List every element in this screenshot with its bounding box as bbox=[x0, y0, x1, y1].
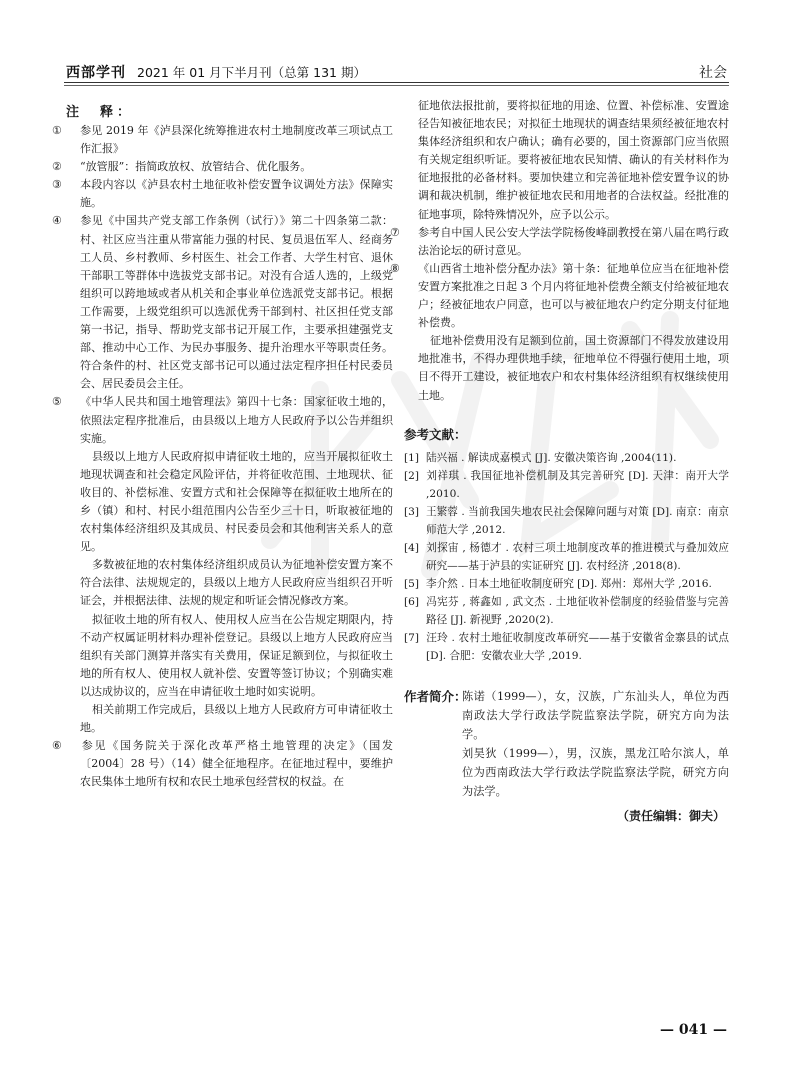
reference-item bbox=[404, 593, 729, 629]
author-1-bio: 陈诺（1999—），女，汉族，广东汕头人，单位为西南政法大学行政法学院监察法学院，研究方向为法学。 bbox=[462, 689, 729, 741]
note-text: 《中华人民共和国土地管理法》第四十七条：国家征收土地的，依照法定程序批准后，由县级以上地方人民政府予以公告并组织实施。 bbox=[80, 395, 393, 445]
reference-number: [3] bbox=[404, 505, 420, 518]
reference-text: 王繁蓉 . 当前我国失地农民社会保障问题与对策 [D]. 南京：南京师范大学 ,2012. bbox=[426, 505, 729, 536]
reference-text: 刘探宙 , 杨德才 . 农村三项土地制度改革的推进模式与叠加效应研究——基于泸县的实证研究 [J]. 农村经济 ,2018(8). bbox=[426, 541, 729, 572]
responsible-editor: （责任编辑：御夫） bbox=[616, 808, 725, 823]
note-1 bbox=[52, 122, 393, 158]
note-2 bbox=[52, 158, 393, 176]
reference-text: 陆兴福 . 解读成嘉模式 [J]. 安徽决策咨询 ,2004(11). bbox=[426, 451, 677, 464]
reference-item bbox=[404, 449, 729, 467]
note-number: ⑤ bbox=[52, 395, 62, 409]
note-number: ③ bbox=[52, 178, 62, 192]
note-text: 参见《中国共产党支部工作条例（试行）》第二十四条第二款：村、社区应当注重从带富能力强的村民、复员退伍军人、经商务工人员、乡村教师、乡村医生、社会工作者、大学生村官、退休干部职工等群体中选拔党支部书记。对没有合适人选的，上级党组织可以跨地域或者从机关和企事业单位选派党支部书记。根据工作需要，上级党组织可以选派优秀干部到村、社区担任党支部第一书记，指导、帮助党支部书记开展工作，主要承担建强党支部、推动中心工作、为民办事服务、提升治理水平等职责任务。符合条件的村、社区党支部书记可以通过法定程序担任村民委员会、居民委员会主任。 bbox=[80, 214, 393, 391]
reference-item bbox=[404, 539, 729, 575]
author-bio-label: 作者简介： bbox=[404, 688, 467, 704]
header-rule-thin bbox=[64, 85, 729, 86]
note-number: ① bbox=[52, 124, 62, 137]
reference-text: 刘祥琪 . 我国征地补偿机制及其完善研究 [D]. 天津：南开大学 ,2010. bbox=[426, 469, 729, 500]
page-number: — 041 — bbox=[660, 1022, 727, 1038]
reference-item bbox=[404, 467, 729, 503]
notes-title: 注 释： bbox=[66, 105, 135, 120]
reference-number: [7] bbox=[404, 631, 420, 644]
reference-text: 汪玲 . 农村土地征收制度改革研究——基于安徽省金寨县的试点 [D]. 合肥：安徽农业大学 ,2019. bbox=[426, 631, 729, 662]
references-title: 参考文献： bbox=[404, 426, 467, 442]
reference-item bbox=[404, 503, 729, 539]
author-bio-text bbox=[462, 687, 729, 801]
issue-info: 2021 年 01 月下半月刊（总第 131 期） bbox=[137, 65, 366, 80]
note-8 bbox=[390, 260, 729, 332]
reference-text: 李介然 . 日本土地征收制度研究 [D]. 郑州：郑州大学 ,2016. bbox=[426, 577, 712, 590]
note-text: 参见 2019 年《泸县深化统筹推进农村土地制度改革三项试点工作汇报》 bbox=[80, 124, 393, 156]
reference-number: [5] bbox=[404, 577, 420, 590]
note-number: ⑥ bbox=[52, 739, 62, 753]
reference-item bbox=[404, 629, 729, 665]
note-5 bbox=[52, 393, 393, 447]
note-text: 参考自中国人民公安大学法学院杨俊峰副教授在第八届在鸣行政法治论坛的研讨意见。 bbox=[418, 225, 729, 257]
reference-number: [6] bbox=[404, 595, 420, 608]
note-number: ⑦ bbox=[390, 225, 400, 239]
journal-logo: 西部学刊 bbox=[66, 65, 126, 81]
note-number: ⑧ bbox=[390, 261, 400, 275]
author-bio bbox=[404, 687, 729, 801]
note-number: ② bbox=[52, 160, 62, 174]
reference-item bbox=[404, 575, 729, 593]
author-2-bio: 刘昊狄（1999—），男，汉族，黑龙江哈尔滨人，单位为西南政法大学行政法学院监察法学院，研究方向为法学。 bbox=[462, 746, 729, 798]
note-5-paragraph-2: 县级以上地方人民政府拟申请征收土地的，应当开展拟征收土地现状调查和社会稳定风险评估，并将征收范围、土地现状、征收目的、补偿标准、安置方式和社会保障等在拟征收土地所在的乡（镇）和村、村民小组范围内公告至少三十日，听取被征地的农村集体经济组织及其成员、村民委员会和其他利害关系人的意见。 bbox=[80, 449, 393, 554]
note-text: 《山西省土地补偿分配办法》第十条：征地单位应当在征地补偿安置方案批准之日起 3 个月内将征地补偿费全额支付给被征地农户；经被征地农户同意，也可以与被征地农户约定分期支付征地补偿费。 bbox=[418, 261, 729, 330]
note-3 bbox=[52, 176, 393, 212]
note-text: “放管服”：指简政放权、放管结合、优化服务。 bbox=[80, 160, 312, 174]
reference-number: [4] bbox=[404, 541, 420, 554]
note-5-paragraph-3: 多数被征地的农村集体经济组织成员认为征地补偿安置方案不符合法律、法规规定的，县级以上地方人民政府应当组织召开听证会，并根据法律、法规的规定和听证会情况修改方案。 bbox=[80, 558, 393, 608]
note-number: ④ bbox=[52, 214, 62, 228]
note-text: 本段内容以《泸县农村土地征收补偿安置争议调处方法》保障实施。 bbox=[80, 178, 393, 210]
note-4 bbox=[52, 212, 393, 393]
left-column bbox=[52, 97, 393, 791]
right-column bbox=[390, 97, 729, 824]
note-text: 参见《国务院关于深化改革严格土地管理的决定》（国发〔2004〕28 号）（14）健全征地程序。在征地过程中，要维护农民集体土地所有权和农民土地承包经营权的权益。在 bbox=[80, 739, 393, 789]
note-5-paragraph-5: 相关前期工作完成后，县级以上地方人民政府方可申请征收土地。 bbox=[80, 703, 393, 735]
reference-number: [1] bbox=[404, 451, 420, 464]
section-name: 社会 bbox=[699, 65, 727, 81]
note-6 bbox=[52, 737, 393, 791]
note-7 bbox=[390, 224, 729, 260]
reference-number: [2] bbox=[404, 469, 420, 482]
page-header bbox=[0, 0, 793, 90]
reference-text: 冯宪芬 , 蒋鑫如 , 武文杰 . 土地征收补偿制度的经验借鉴与完善路径 [J]. 新视野 ,2020(2). bbox=[426, 595, 729, 626]
note-8-paragraph-2: 征地补偿费用没有足额到位前，国土资源部门不得发放建设用地批准书，不得办理供地手续，征地单位不得强行使用土地，项目不得开工建设，被征地农户和农村集体经济组织有权继续使用土地。 bbox=[418, 334, 729, 402]
note-5-paragraph-4: 拟征收土地的所有权人、使用权人应当在公告规定期限内，持不动产权属证明材料办理补偿登记。县级以上地方人民政府应当组织有关部门测算并落实有关费用，保证足额到位，与拟征收土地的所有权人、使用权人就补偿、安置等签订协议；个别确实难以达成协议的，应当在申请征收土地时如实说明。 bbox=[80, 612, 393, 698]
note-6-continued: 征地依法报批前，要将拟征地的用途、位置、补偿标准、安置途径告知被征地农民；对拟征土地现状的调查结果须经被征地农村集体经济组织和农户确认；确有必要的，国土资源部门应当依照有关规定组织听证。要将被征地农民知情、确认的有关材料作为征地报批的必备材料。要加快建立和完善征地补偿安置争议的协调和裁决机制，维护被征地农民和用地者的合法权益。经批准的征地事项，除特殊情况外，应予以公示。 bbox=[418, 99, 729, 221]
header-rule bbox=[64, 82, 729, 83]
